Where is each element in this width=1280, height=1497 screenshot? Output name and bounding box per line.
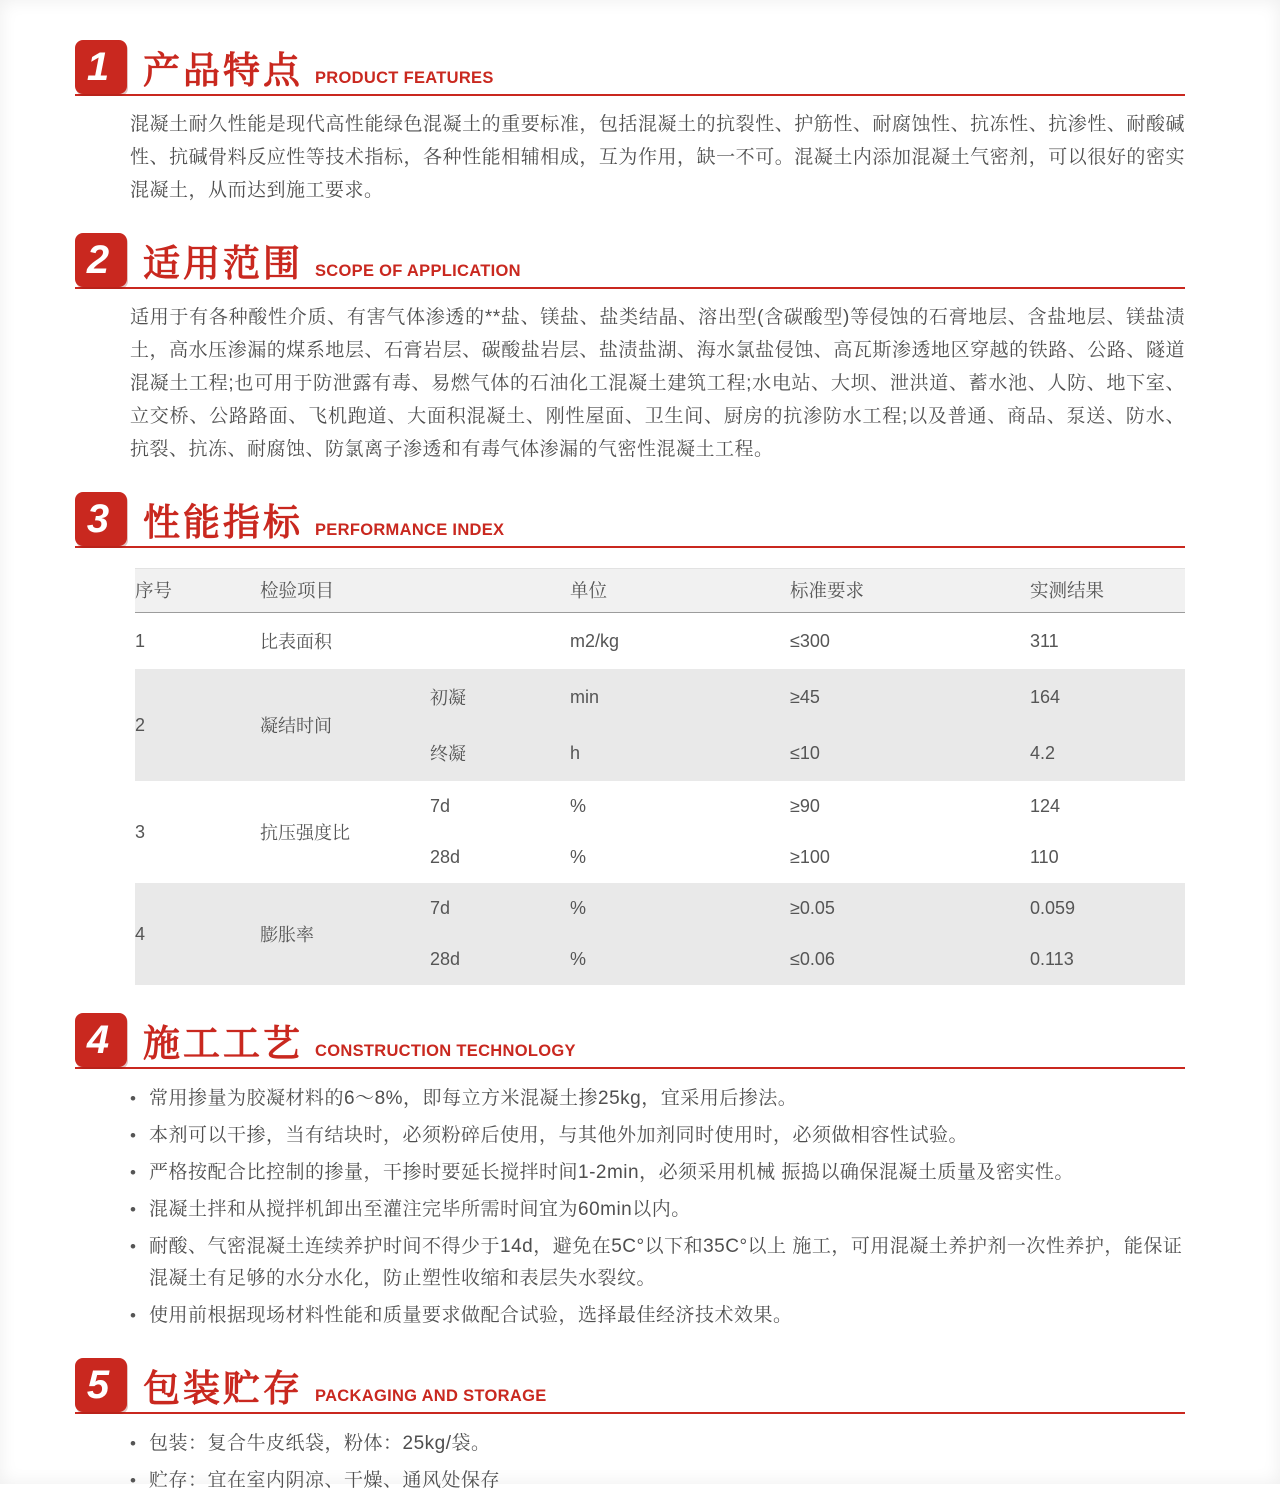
section-title: 适用范围 xyxy=(143,243,303,284)
bullet-item: • 本剂可以干掺，当有结块时，必须粉碎后使用，与其他外加剂同时使用时，必须做相容性试验。 xyxy=(130,1120,1185,1152)
section-titles xyxy=(143,504,504,546)
cell-standard: ≥45 xyxy=(790,669,1030,725)
section-titles xyxy=(143,1025,576,1067)
section-number-badge: 1 xyxy=(75,40,127,94)
packaging-bullet-list xyxy=(130,1428,1185,1497)
section-subtitle: PACKAGING AND STORAGE xyxy=(315,1387,547,1405)
section-titles xyxy=(143,1370,547,1412)
cell-result: 311 xyxy=(1030,630,1059,651)
cell-standard: ≤0.06 xyxy=(790,934,1030,985)
bullet-item: • 使用前根据现场材料性能和质量要求做配合试验，选择最佳经济技术效果。 xyxy=(130,1300,1185,1332)
table-row xyxy=(135,781,1185,832)
cell-item: 凝结时间 xyxy=(260,669,430,781)
header-standard: 标准要求 xyxy=(790,569,1030,613)
cell-no: 3 xyxy=(135,821,146,842)
section-number-badge: 4 xyxy=(75,1013,127,1067)
section-performance-index xyxy=(75,492,1185,985)
paragraph: 混凝土耐久性能是现代高性能绿色混凝土的重要标准，包括混凝土的抗裂性、护筋性、耐腐蚀性、抗冻性、抗渗性、耐酸碱性、抗碱骨料反应性等技术指标，各种性能相辅相成，互为作用，缺一不可。混凝土内添加混凝土气密剂，可以很好的密实混凝土，从而达到施工要求。 xyxy=(130,114,1185,201)
section-header xyxy=(75,492,1185,548)
cell-standard: ≥0.05 xyxy=(790,883,1030,934)
section-header xyxy=(75,1358,1185,1414)
section-titles xyxy=(143,245,521,287)
header-no: 序号 xyxy=(135,569,260,613)
cell-result: 0.113 xyxy=(1030,934,1185,985)
cell-standard: ≥90 xyxy=(790,796,820,816)
section-titles xyxy=(143,52,494,94)
cell-standard: ≥100 xyxy=(790,847,830,867)
section-header xyxy=(75,233,1185,289)
cell-sub: 7d xyxy=(430,883,570,934)
table-header-row xyxy=(135,569,1185,613)
header-result: 实测结果 xyxy=(1030,569,1185,613)
cell-sub: 初凝 xyxy=(430,669,570,725)
section-header xyxy=(75,40,1185,96)
performance-table xyxy=(135,568,1185,985)
section-title: 施工工艺 xyxy=(143,1023,303,1064)
section-subtitle: PERFORMANCE INDEX xyxy=(315,521,505,539)
cell-item: 膨胀率 xyxy=(260,883,430,985)
bullet-item: • 常用掺量为胶凝材料的6～8%，即每立方米混凝土掺25kg，宜采用后掺法。 xyxy=(130,1083,1185,1115)
section-subtitle: SCOPE OF APPLICATION xyxy=(315,262,521,280)
section-subtitle: CONSTRUCTION TECHNOLOGY xyxy=(315,1042,576,1060)
section-scope-of-application xyxy=(75,233,1185,466)
section-title: 性能指标 xyxy=(143,502,303,543)
cell-unit: % xyxy=(570,847,587,867)
section-number-badge: 3 xyxy=(75,492,127,546)
cell-sub: 7d xyxy=(430,796,451,816)
header-item: 检验项目 xyxy=(260,569,570,613)
cell-unit: % xyxy=(570,883,790,934)
bullet-item: • 贮存：宜在室内阴凉、干燥、通风处保存 xyxy=(130,1465,1185,1497)
table-row xyxy=(135,613,1185,670)
section-product-features xyxy=(75,40,1185,207)
cell-unit: min xyxy=(570,669,790,725)
bullet-item: • 严格按配合比控制的掺量，干掺时要延长搅拌时间1-2min，必须采用机械 振捣以确保混凝土质量及密实性。 xyxy=(130,1157,1185,1189)
cell-sub: 终凝 xyxy=(430,725,570,781)
cell-standard: ≤300 xyxy=(790,630,830,651)
section-number-badge: 5 xyxy=(75,1358,127,1412)
section-title: 产品特点 xyxy=(143,50,303,91)
section-number-badge: 2 xyxy=(75,233,127,287)
cell-sub: 28d xyxy=(430,934,570,985)
cell-result: 0.059 xyxy=(1030,883,1185,934)
cell-standard: ≤10 xyxy=(790,725,1030,781)
table-row xyxy=(135,883,1185,934)
bullet-item: • 混凝土拌和从搅拌机卸出至灌注完毕所需时间宜为60min以内。 xyxy=(130,1194,1185,1226)
header-unit: 单位 xyxy=(570,569,790,613)
cell-result: 164 xyxy=(1030,669,1185,725)
construction-bullet-list xyxy=(130,1083,1185,1332)
section-title: 包装贮存 xyxy=(143,1368,303,1409)
section-header xyxy=(75,1013,1185,1069)
cell-no: 4 xyxy=(135,883,260,985)
bullet-item: • 包装：复合牛皮纸袋，粉体：25kg/袋。 xyxy=(130,1428,1185,1460)
cell-no: 1 xyxy=(135,630,146,651)
cell-result: 124 xyxy=(1030,796,1061,816)
cell-no: 2 xyxy=(135,669,260,781)
cell-result: 110 xyxy=(1030,847,1059,867)
cell-item: 抗压强度比 xyxy=(260,823,350,843)
paragraph: 适用于有各种酸性介质、有害气体渗透的**盐、镁盐、盐类结晶、溶出型(含碳酸型)等侵蚀的石膏地层、含盐地层、镁盐渍土，高水压渗漏的煤系地层、石膏岩层、碳酸盐岩层、盐渍盐湖、海水氯盐侵蚀、高瓦斯渗透地区穿越的铁路、公路、隧道混凝土工程;也可用于防泄露有毒、易燃气体的石油化工混凝土建筑工程;水电站、大坝、泄洪道、蓄水池、人防、地下室、立交桥、公路路面、飞机跑道、大面积混凝土、刚性屋面、卫生间、厨房的抗渗防水工程;以及普通、商品、泵送、防水、抗裂、抗冻、耐腐蚀、防氯离子渗透和有毒气体渗漏的气密性混凝土工程。 xyxy=(130,307,1185,460)
cell-item: 比表面积 xyxy=(260,632,332,652)
table-row xyxy=(135,669,1185,725)
cell-unit: m2/kg xyxy=(570,630,620,651)
cell-unit: % xyxy=(570,934,790,985)
cell-unit: % xyxy=(570,796,587,816)
cell-sub: 28d xyxy=(430,847,461,867)
section-packaging-and-storage xyxy=(75,1358,1185,1497)
cell-result: 4.2 xyxy=(1030,725,1185,781)
section-construction-technology xyxy=(75,1013,1185,1332)
bullet-item: • 耐酸、气密混凝土连续养护时间不得少于14d，避免在5C°以下和35C°以上 施工，可用混凝土养护剂一次性养护，能保证混凝土有足够的水分水化，防止塑性收缩和表层失水裂纹。 xyxy=(130,1231,1185,1295)
cell-unit: h xyxy=(570,725,790,781)
section-subtitle: PRODUCT FEATURES xyxy=(315,69,494,87)
